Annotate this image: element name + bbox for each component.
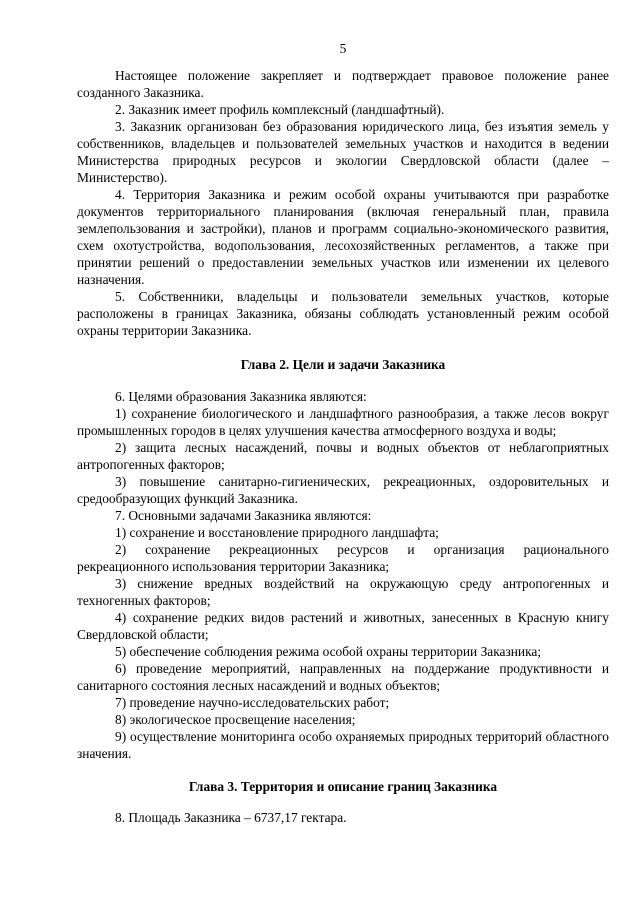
chapter-2-heading: Глава 2. Цели и задачи Заказника bbox=[240, 357, 446, 372]
chapter-2-paragraph: 4) сохранение редких видов растений и животных, занесенных в Красную книгу Свердловской области; bbox=[77, 610, 609, 642]
chapter-2-paragraph: 6. Целями образования Заказника являются: bbox=[115, 389, 367, 404]
chapter-2-paragraph: 2) сохранение рекреационных ресурсов и организация рационального рекреационного использования территории Заказника; bbox=[77, 542, 609, 574]
chapter-2-paragraph: 9) осуществление мониторинга особо охраняемых природных территорий областного значения. bbox=[77, 729, 609, 761]
chapter-2-paragraph: 2) защита лесных насаждений, почвы и водных объектов от неблагоприятных антропогенных факторов; bbox=[77, 440, 609, 472]
chapter-2-paragraph: 7) проведение научно-исследовательских работ; bbox=[115, 695, 390, 710]
paragraph-top-3: 3. Заказник организован без образования юридического лица, без изъятия земель у собственников, владельцев и пользователей земельных участков и находится в ведении Министерства природных ресурсов и экологии Свердловской области (далее – Министерство). bbox=[77, 119, 609, 185]
chapter-2-paragraph: 3) снижение вредных воздействий на окружающую среду антропогенных и техногенных факторов; bbox=[77, 576, 609, 608]
chapter-2-paragraph: 8) экологическое просвещение населения; bbox=[115, 712, 356, 727]
paragraph-top-1: Настоящее положение закрепляет и подтверждает правовое положение ранее созданного Заказника. bbox=[77, 68, 609, 100]
chapter-2-paragraph: 5) обеспечение соблюдения режима особой охраны территории Заказника; bbox=[115, 644, 542, 659]
chapter-3-heading: Глава 3. Территория и описание границ Заказника bbox=[188, 779, 498, 794]
chapter-2-paragraph: 6) проведение мероприятий, направленных на поддержание продуктивности и санитарного состояния лесных насаждений и водных объектов; bbox=[77, 661, 609, 693]
chapter-2-paragraph: 7. Основными задачами Заказника являются: bbox=[115, 508, 372, 523]
chapter-3-paragraph: 8. Площадь Заказника – 6737,17 гектара. bbox=[115, 810, 347, 825]
page-number: 5 bbox=[339, 41, 347, 56]
paragraph-top-2: 2. Заказник имеет профиль комплексный (ландшафтный). bbox=[115, 102, 445, 117]
document-page bbox=[77, 40, 609, 826]
paragraph-top-4: 4. Территория Заказника и режим особой охраны учитываются при разработке документов территориального планирования (включая генеральный план, правила землепользования и застройки), планов и программ социально-экономического развития, схем охотустройства, водопользования, лесохозяйственных регламентов, а также при принятии решений о предоставлении земельных участков или изменении их целевого назначения. bbox=[77, 187, 609, 287]
chapter-2-paragraph: 3) повышение санитарно-гигиенических, рекреационных, оздоровительных и средообразующих функций Заказника. bbox=[77, 474, 609, 506]
chapter-2-paragraph: 1) сохранение и восстановление природного ландшафта; bbox=[115, 525, 439, 540]
chapter-2-paragraph: 1) сохранение биологического и ландшафтного разнообразия, а также лесов вокруг промышленных городов в целях улучшения качества атмосферного воздуха и воды; bbox=[77, 406, 609, 438]
paragraph-top-5: 5. Собственники, владельцы и пользователи земельных участков, которые расположены в границах Заказника, обязаны соблюдать установленный режим особой охраны территории Заказника. bbox=[77, 289, 609, 338]
